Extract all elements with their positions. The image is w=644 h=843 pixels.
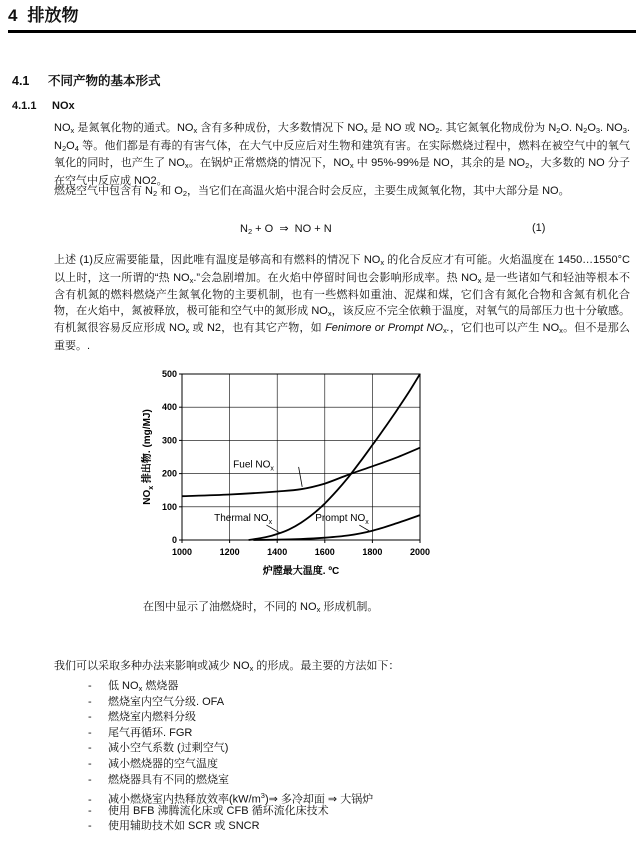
x-tick-label: 1800 (362, 547, 383, 557)
list-item: - 减小燃烧室内热释放效率$(kW/m^3)\Rightarrow$ 多冷却面 ⇒ 大锅炉 (88, 791, 374, 806)
chapter-heading (8, 4, 636, 33)
paragraph-combustion-air: 燃烧空气中包含有 $N_2$ 和 $O_2$，当它们在高温火焰中混合时会反应，主要生成氮氧化物，其中大部分是 NO。 (54, 185, 570, 198)
series-label-thermal-nox: Thermal $NO_x$ (214, 513, 273, 527)
methods-intro: 我们可以采取多种办法来影响或减少 $NO_x$ 的形成。最主要的方法如下： (54, 660, 400, 673)
label-leader-line (266, 525, 279, 533)
y-tick-label: 0 (171, 535, 177, 545)
list-item: - 燃烧室内空气分级. OFA (88, 695, 225, 708)
y-tick-label: 300 (161, 435, 177, 446)
list-item: - 减小燃烧器的空气温度 (88, 757, 218, 770)
equation: $N_2 + O$ ⇒ NO + N (240, 223, 332, 236)
section-title: 不同产物的基本形式 (48, 74, 161, 88)
subsection-number: 4.1.1 (12, 100, 37, 112)
label-leader-line (299, 467, 303, 487)
x-tick-label: 2000 (409, 547, 431, 557)
y-tick-label: 400 (161, 402, 177, 413)
equation-number: (1) (532, 222, 546, 234)
nox-formation-chart (128, 358, 438, 588)
list-item: - 燃烧室内燃料分级 (88, 711, 196, 724)
list-item: - 使用 BFB 沸腾流化床或 CFB 循环流化床技术 (88, 804, 329, 817)
y-axis-title: $NO_x$ 排出物. (mg/MJ) (142, 409, 155, 505)
y-tick-label: 200 (161, 468, 177, 479)
series-line-fuel-nox (182, 448, 420, 497)
x-tick-label: 1200 (219, 547, 240, 557)
y-tick-label: 500 (161, 369, 177, 379)
section-heading (12, 71, 161, 89)
x-tick-label: 1400 (267, 547, 288, 557)
chapter-title: 排放物 (27, 6, 79, 25)
subsection-title: NOx (52, 100, 75, 112)
x-tick-label: 1000 (171, 547, 193, 557)
paragraph-thermal-nox: 上述 (1)反应需要能量，因此唯有温度是够高和有燃料的情况下 $NO_x$ 的化合反应才有可能。火焰温度在 1450…1550°C 以上时，这一所谓的“热 $NO_x$.”会急剧增加。在火焰中停留时间也会影响形成率。热 $NO_x$ 是一些诸如气和轻油等根本不含有机氮的燃料燃烧产生氮氧化物的主要机制，也有一些燃料如重油、泥煤和煤，它们含有氮化合物和含氮有机化合物，在火焰中，氮被释放，极可能和空气中的氮形成 $NO_x$，该反应不完全依赖于温度，对氧气的局部压力也十分敏感。有机氮很容易反应形成 $NO_x$ 或 N2，也有其它产物，如 Fenimore or Prompt $NO_x$.，它们也可以产生 $NO_x$。但不是那么重要。. (54, 254, 630, 352)
subsection-heading (12, 100, 75, 112)
list-item: - 尾气再循环. FGR (88, 726, 193, 739)
series-label-fuel-nox: Fuel $NO_x$ (233, 459, 274, 473)
list-item: - 减小空气系数 (过剩空气) (88, 742, 229, 755)
x-tick-label: 1600 (314, 547, 335, 557)
section-number: 4.1 (12, 74, 30, 88)
list-item: - 燃烧器具有不同的燃烧室 (88, 773, 229, 786)
series-label-prompt-nox: Prompt $NO_x$ (315, 513, 369, 527)
list-item: - 使用辅助技术如 SCR 或 SNCR (88, 820, 260, 833)
y-tick-label: 100 (161, 501, 177, 512)
methods-list (88, 679, 373, 835)
x-axis-title: 炉膛最大温度. ºC (262, 566, 340, 577)
chapter-number: 4 (8, 6, 18, 25)
list-item: - 低 $NO_x$ 燃烧器 (88, 680, 179, 693)
chart-caption: 在图中显示了油燃烧时，不同的 $NO_x$ 形成机制。 (143, 601, 379, 614)
paragraph-nox-definition: $NO_x$ 是氮氧化物的通式。$NO_x$ 含有多种成份，大多数情况下 $NO_x$ 是 NO 或 $NO_2$. 其它氮氧化物成份为 $N_2O$. $N_2O_3$. $NO_3$. $N_2O_4$ 等。他们都是有毒的有害气体，在大气中反应后对生物和建筑有害。在实际燃烧过程中，燃料在被空气中的氧气氧化的同时，也产生了 $NO_x$。在锅炉正常燃烧的情况下，$NO_x$ 中 95%-99%是 NO，其余的是 $NO_2$，大多数的 NO 分子在空气中反应成 NO2。 (54, 122, 631, 187)
